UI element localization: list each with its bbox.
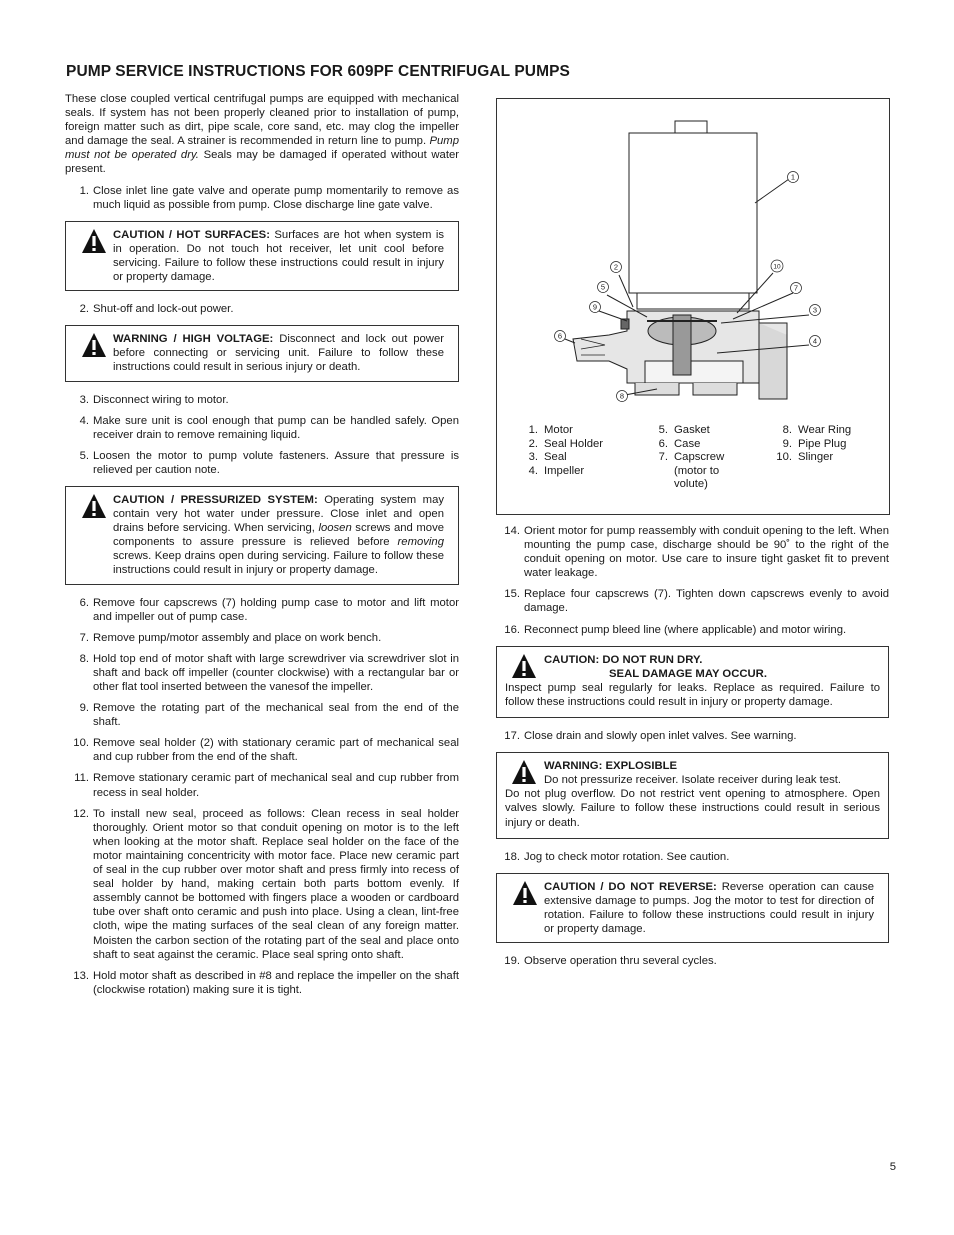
callout-4: [810, 336, 821, 347]
warning-triangle-icon: [81, 332, 107, 358]
warning-triangle-icon: [81, 228, 107, 254]
step-7: 7. Remove pump/motor assembly and place on work bench.: [79, 631, 382, 644]
svg-text:3: 3: [812, 305, 818, 315]
legend-item: 2. Seal Holder: [528, 437, 604, 450]
step-13: 13. Hold motor shaft as described in #8 and replace the impeller on the shaft (clockwise rotation) making sure it is tight.: [73, 969, 459, 996]
warning-triangle-icon: [511, 653, 537, 679]
step-2: 2. Shut-off and lock-out power.: [79, 303, 234, 316]
warning-triangle-icon: [81, 493, 107, 519]
callout-8: [617, 391, 628, 402]
svg-text:1: 1: [790, 172, 796, 182]
step-10: 10. Remove seal holder (2) with stationary ceramic part of mechanical seal and cup rubber from the end of the shaft.: [73, 737, 459, 764]
step-17: 17. Close drain and slowly open inlet valves. See warning.: [504, 730, 797, 743]
step-4: 4. Make sure unit is cool enough that pump can be handled safely. Open receiver drain to remove remaining liquid.: [79, 414, 459, 441]
svg-text:4: 4: [812, 336, 818, 346]
step-8: 8. Hold top end of motor shaft with large screwdriver via screwdriver slot in shaft and back off impeller (counter clockwise) with a rectangular bar or other flat tool inserted between the vanesof the impeller.: [79, 652, 459, 693]
svg-text:6: 6: [557, 331, 563, 341]
legend-item: volute): [674, 478, 708, 491]
caution-hot-surfaces-box: CAUTION / HOT SURFACES: Surfaces are hot when system is in operation. Do not touch hot receiver, let unit cool before servicing. Failure to follow these instructions could result in injury or property damage.: [65, 221, 459, 291]
callout-3: [810, 305, 821, 316]
step-15: 15. Replace four capscrews (7). Tighten down capscrews evenly to avoid damage.: [504, 588, 889, 615]
callout-1: [788, 172, 799, 183]
left-column: [65, 92, 459, 997]
legend-column-1: [520, 424, 603, 478]
legend-item: 7. Capscrew: [658, 451, 725, 464]
step-12: 12. To install new seal, proceed as follows: Clean recess in seal holder thoroughly. Orient motor so that conduit opening on motor is to the left when looking at the motor shaft. Replace seal holder on the face of the motor maintaining concentricity with motor face. Place new ceramic part of seal in the cup rubber over motor shaft and press firmly into recess of seal holder by hand, making certain both parts bottom evenly. If assembly cannot be bottomed with fingers place a wooden or cardboard tube over shaft onto ceramic and push into place. Using a clean, lint-free cloth, wipe the mating surfaces of the seal clean of any foreign matter. Moisten the carbon section of the rotating part of the seal and place onto shaft to seat against the ceramic. Place seal spring onto shaft.: [73, 807, 459, 961]
legend-item: 8. Wear Ring: [782, 424, 852, 436]
warning-explosible-box: WARNING: EXPLOSIBLE Do not pressurize receiver. Isolate receiver during leak test. Do not plug overflow. Do not restrict vent opening to atmosphere. Open valves slowly. Failure to follow these instructions could result in serious injury or death.: [496, 752, 889, 838]
step-3: 3. Disconnect wiring to motor.: [79, 393, 229, 406]
step-1: 1. Close inlet line gate valve and operate pump momentarily to remove as much liquid as possible from pump. Close discharge line gate valve.: [79, 184, 459, 211]
legend-item: 3. Seal: [528, 451, 567, 464]
legend-item: 4. Impeller: [528, 464, 585, 477]
step-16: 16. Reconnect pump bleed line (where applicable) and motor wiring.: [504, 623, 847, 636]
legend-item: 9. Pipe Plug: [782, 437, 847, 450]
legend-column-2: [650, 424, 724, 492]
step-19: 19. Observe operation thru several cycles.: [504, 955, 717, 968]
step-11: 11. Remove stationary ceramic part of mechanical seal and cup rubber from recess in seal holder.: [74, 772, 459, 799]
callout-10: [771, 260, 783, 272]
legend-item: (motor to: [674, 464, 720, 477]
svg-text:5: 5: [600, 282, 606, 292]
step-9: 9. Remove the rotating part of the mechanical seal from the end of the shaft.: [79, 702, 459, 729]
step-18: 18. Jog to check motor rotation. See caution.: [504, 850, 730, 863]
caution-do-not-run-dry-box: CAUTION: DO NOT RUN DRY. SEAL DAMAGE MAY OCCUR. Inspect pump seal regularly for leaks. Replace as required. Failure to follow these instructions could result in injury or property damage.: [496, 646, 889, 718]
step-14: 14. Orient motor for pump reassembly with conduit opening to the left. When mounting the pump case, discharge should be 90˚ to the right of the conduit opening on motor. Use care to insure tight gasket fit to prevent water leakage.: [504, 525, 889, 580]
caution-do-not-reverse-box: CAUTION / DO NOT REVERSE: Reverse operation can cause extensive damage to pumps. Jog the motor to test for direction of rotation. Failure to follow these instructions could result in injury or property damage.: [496, 873, 889, 943]
legend-item: 6. Case: [658, 437, 701, 450]
callout-6: [555, 331, 566, 342]
legend-item: 10. Slinger: [776, 451, 834, 464]
legend-column-3: [774, 424, 851, 465]
step-5: 5. Loosen the motor to pump volute fasteners. Assure that pressure is relieved per caution note.: [79, 449, 459, 476]
callout-2: [611, 262, 622, 273]
page-number: 5: [889, 1161, 896, 1173]
svg-text:10: 10: [773, 263, 781, 271]
right-column: [496, 524, 889, 968]
callout-7: [791, 283, 802, 294]
warning-high-voltage-box: WARNING / HIGH VOLTAGE: Disconnect and lock out power before connecting or servicing unit. Failure to follow these instructions could result in serious injury or death.: [65, 325, 459, 381]
page-title: PUMP SERVICE INSTRUCTIONS FOR 609PF CENTRIFUGAL PUMPS: [66, 63, 570, 80]
svg-text:2: 2: [613, 262, 619, 272]
svg-text:9: 9: [592, 302, 598, 312]
callout-5: [598, 282, 609, 293]
warning-triangle-icon: [511, 759, 537, 785]
warning-triangle-icon: [512, 880, 538, 906]
step-6: 6. Remove four capscrews (7) holding pump case to motor and lift motor and impeller out of pump case.: [79, 596, 459, 623]
callout-9: [590, 302, 601, 313]
legend-item: 1. Motor: [528, 424, 573, 436]
intro-paragraph: These close coupled vertical centrifugal pumps are equipped with mechanical seals. If system has not been properly cleaned prior to installation of pump, foreign matter such as dirt, pipe scale, core sand, etc. may clog the impeller and damage the seal. A strainer is recommended in return line to pump. Pump must not be operated dry. Seals may be damaged if operated without water present.: [65, 93, 459, 176]
legend-item: 5. Gasket: [658, 424, 710, 436]
svg-text:8: 8: [619, 391, 625, 401]
svg-text:7: 7: [793, 283, 799, 293]
caution-pressurized-system-box: CAUTION / PRESSURIZED SYSTEM: Operating system may contain very hot water under pressure. Close inlet and open drains before servicing. When servicing, loosen screws and move components to assure pressure is relieved before removing screws. Keep drains open during servicing. Failure to follow these instructions could result in injury or property damage.: [65, 486, 459, 585]
